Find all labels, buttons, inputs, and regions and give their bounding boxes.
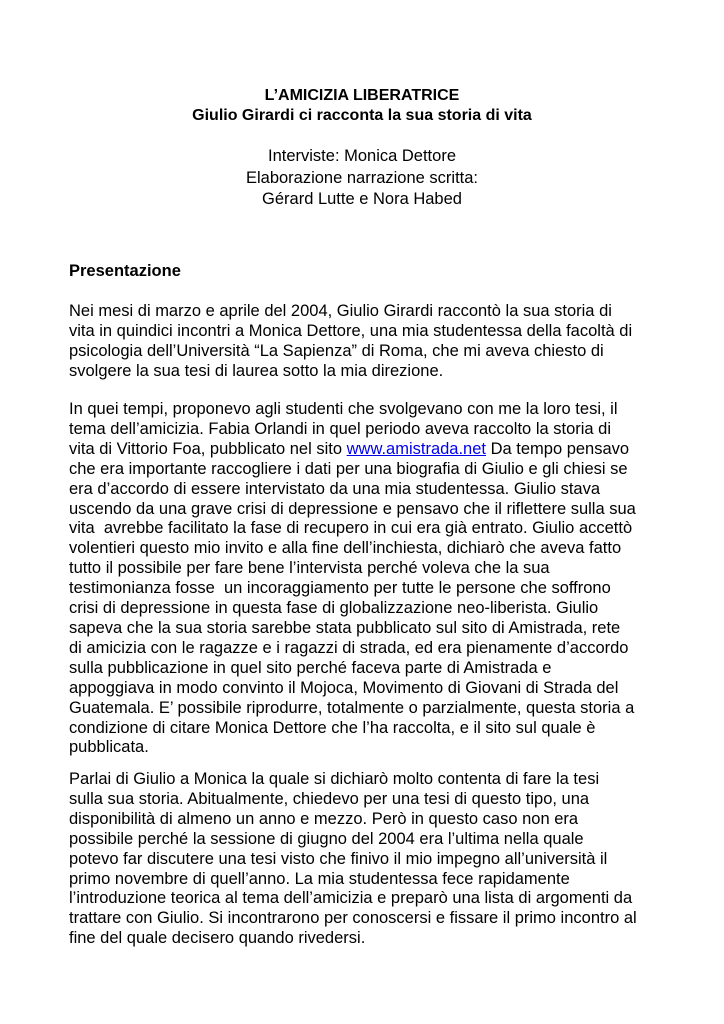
paragraph-line: testimonianza fosse un incoraggiamento per tutte le persone che soffrono bbox=[69, 579, 611, 598]
credit-line-interviews: Interviste: Monica Dettore bbox=[268, 147, 456, 165]
paragraph-line: sapeva che la sua storia sarebbe stata pubblicato sul sito di Amistrada, rete bbox=[69, 618, 621, 637]
paragraph-line: era d’accordo di essere intervistato da una mia studentessa. Giulio stava bbox=[69, 479, 601, 498]
paragraph-line: crisi di depressione in questa fase di globalizzazione neo-liberista. Giulio bbox=[69, 599, 599, 618]
credit-line-authors: Gérard Lutte e Nora Habed bbox=[262, 190, 462, 208]
paragraph-line: possibile perché la sessione di giugno del 2004 era l’ultima nella quale bbox=[69, 829, 584, 848]
paragraph-3 bbox=[69, 770, 669, 949]
paragraph-line: volentieri questo mio invito e alla fine dell’inchiesta, dichiarò che aveva fatto bbox=[69, 539, 622, 558]
paragraph-line: trattare con Giulio. Si incontrarono per conoscersi e fissare il primo incontro al bbox=[69, 909, 637, 928]
paragraph-line: condizione di citare Monica Dettore che l’ha raccolta, e il sito sul quale è bbox=[69, 718, 596, 737]
paragraph-line: primo novembre di quell’anno. La mia studentessa fece rapidamente bbox=[69, 869, 570, 888]
paragraph-line: disponibilità di almeno un anno e mezzo. Però in questo caso non era bbox=[69, 809, 579, 828]
paragraph-line: Parlai di Giulio a Monica la quale si dichiarò molto contenta di fare la tesi bbox=[69, 770, 600, 788]
paragraph-line: psicologia dell’Università “La Sapienza” di Roma, che mi aveva chiesto di bbox=[69, 341, 604, 360]
paragraph-line: svolgere la sua tesi di laurea sotto la mia direzione. bbox=[69, 361, 444, 380]
paragraph-line: Nei mesi di marzo e aprile del 2004, Giulio Girardi raccontò la sua storia di bbox=[69, 302, 612, 320]
paragraph-line: che era importante raccogliere i dati per una biografia di Giulio e gli chiesi se bbox=[69, 459, 628, 478]
paragraph-line: Guatemala. E’ possibile riprodurre, totalmente o parzialmente, questa storia a bbox=[69, 698, 635, 717]
credits-block bbox=[0, 146, 724, 211]
paragraph-line: l’introduzione teorica al tema dell’amicizia e preparò una lista di argomenti da bbox=[69, 889, 633, 908]
paragraph-line: potevo far discutere una tesi visto che finivo il mio impegno all’università il bbox=[69, 849, 608, 868]
document-subtitle: Giulio Girardi ci racconta la sua storia di vita bbox=[192, 107, 532, 124]
credit-line-elaboration: Elaborazione narrazione scritta: bbox=[245, 168, 479, 187]
paragraph-line: vita in quindici incontri a Monica Dettore, una mia studentessa della facoltà di bbox=[69, 321, 633, 340]
title-block bbox=[0, 86, 724, 126]
paragraph-line: di amicizia con le ragazze e i ragazzi di strada, ed era pienamente d’accordo bbox=[69, 638, 629, 657]
paragraph-line-with-link bbox=[69, 440, 669, 460]
paragraph-2 bbox=[69, 400, 669, 758]
link-line-suffix: Da tempo pensavo bbox=[486, 439, 630, 458]
section-heading: Presentazione bbox=[69, 262, 181, 280]
paragraph-line: In quei tempi, proponevo agli studenti che svolgevano con me la loro tesi, il bbox=[69, 400, 618, 418]
paragraph-line: appoggiava in modo convinto il Mojoca, Movimento di Giovani di Strada del bbox=[69, 678, 619, 697]
paragraph-line: tema dell’amicizia. Fabia Orlandi in quel periodo aveva raccolto la storia di bbox=[69, 419, 612, 438]
paragraph-line: tutto il possibile per fare bene l’intervista perché voleva che la sua bbox=[69, 559, 550, 578]
paragraph-line: sulla pubblicazione in quel sito perché faceva parte di Amistrada e bbox=[69, 658, 552, 677]
paragraph-line: pubblicata. bbox=[69, 738, 149, 757]
paragraph-line: sulla sua storia. Abitualmente, chiedevo per una tesi di questo tipo, una bbox=[69, 789, 590, 808]
paragraph-1 bbox=[69, 302, 669, 382]
paragraph-line: uscendo da una grave crisi di depressione e pensavo che il riflettere sulla sua bbox=[69, 499, 636, 518]
document-title: L’AMICIZIA LIBERATRICE bbox=[264, 87, 460, 104]
amistrada-link[interactable]: www.amistrada.net bbox=[346, 439, 486, 458]
paragraph-line: fine del quale decisero quando rivedersi. bbox=[69, 929, 366, 948]
paragraph-line: vita avrebbe facilitato la fase di recupero in cui era già entrato. Giulio accettò bbox=[69, 519, 633, 538]
link-line-prefix: vita di Vittorio Foa, pubblicato nel sito bbox=[69, 439, 347, 458]
